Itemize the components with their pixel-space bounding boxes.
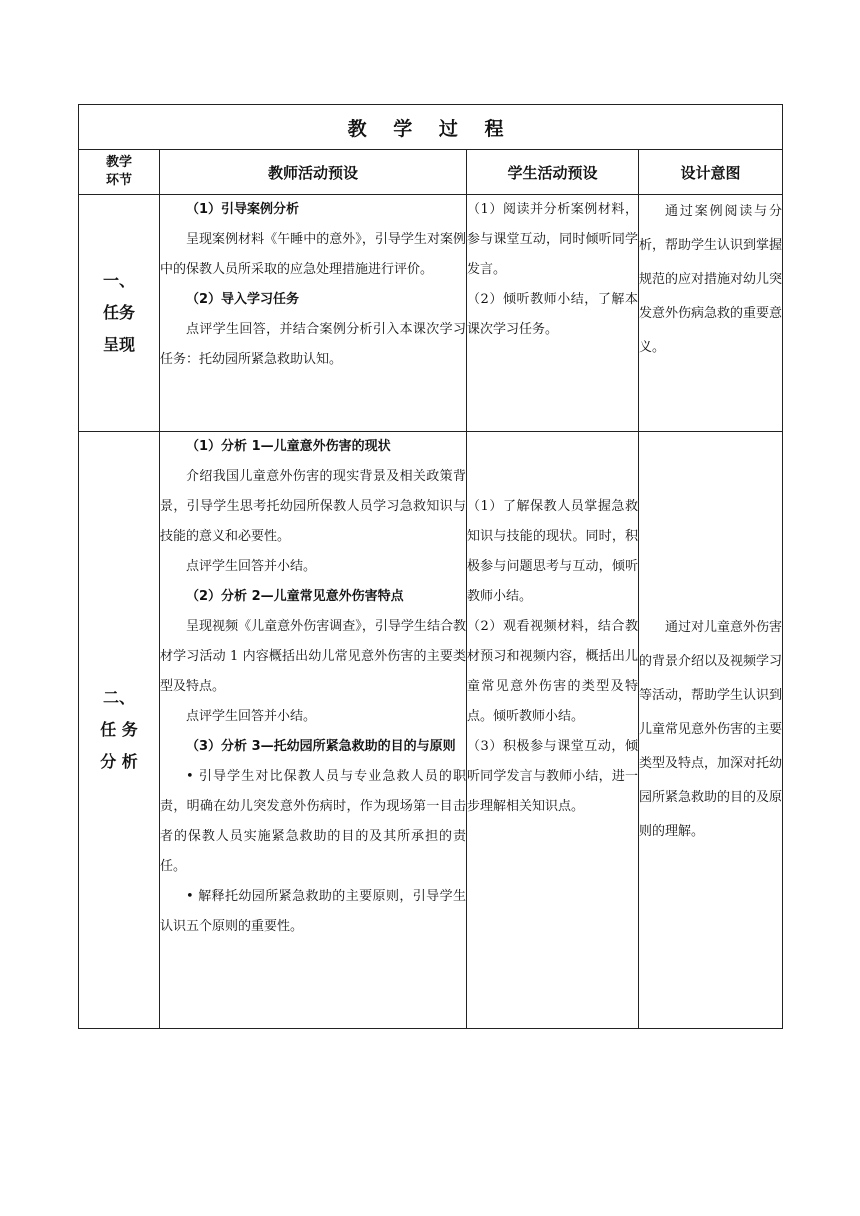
- teacher-activity-cell: [160, 195, 467, 432]
- header-teacher: 教师活动预设: [160, 150, 467, 195]
- table-row: [79, 432, 783, 1029]
- student-activity-cell: [467, 195, 639, 432]
- paragraph: 介绍我国儿童意外伤害的现实背景及相关政策背景，引导学生思考托幼园所保教人员学习急救知识与技能的意义和必要性。: [160, 469, 466, 544]
- intent-text: 通过案例阅读与分析，帮助学生认识到掌握规范的应对措施对幼儿突发意外伤病急救的重要意义。: [639, 204, 783, 355]
- student-item: （2）倾听教师小结，了解本课次学习任务。: [467, 292, 638, 337]
- stage-cell: [79, 195, 160, 432]
- bullet-item: • 解释托幼园所紧急救助的主要原则，引导学生认识五个原则的重要性。: [160, 889, 466, 934]
- bullet-item: • 引导学生对比保教人员与专业急救人员的职责，明确在幼儿突发意外伤病时，作为现场第一目击者的保教人员实施紧急救助的目的及其所承担的责任。: [160, 769, 466, 874]
- table-row: [79, 195, 783, 432]
- subheading: （2）导入学习任务: [186, 292, 300, 307]
- subheading: （1）分析 1—儿童意外伤害的现状: [186, 439, 391, 454]
- stage-label: 任务: [102, 303, 135, 322]
- paragraph: 点评学生回答并小结。: [186, 709, 317, 724]
- header-stage-line1: 教学: [105, 155, 132, 170]
- design-intent-cell: [639, 195, 783, 432]
- teaching-process-table: [78, 104, 783, 1029]
- paragraph: 呈现视频《儿童意外伤害调查》，引导学生结合教材学习活动 1 内容概括出幼儿常见意外伤害的主要类型及特点。: [160, 619, 466, 694]
- header-intent: 设计意图: [639, 150, 783, 195]
- student-item: （2）观看视频材料，结合教材预习和视频内容，概括出儿童常见意外伤害的类型及特点。倾听教师小结。: [467, 619, 638, 724]
- paragraph: 点评学生回答，并结合案例分析引入本课次学习任务：托幼园所紧急救助认知。: [160, 322, 466, 367]
- student-item: （1）阅读并分析案例材料，参与课堂互动，同时倾听同学发言。: [467, 202, 638, 277]
- subheading: （1）引导案例分析: [186, 202, 300, 217]
- subheading: （3）分析 3—托幼园所紧急救助的目的与原则: [186, 739, 456, 754]
- stage-label: 二、: [102, 688, 135, 707]
- stage-label: 一、: [102, 271, 135, 290]
- design-intent-cell: [639, 432, 783, 1029]
- stage-label: 任 务: [100, 720, 138, 739]
- teacher-activity-cell: [160, 432, 467, 1029]
- student-item: （1）了解保教人员掌握急救知识与技能的现状。同时，积极参与问题思考与互动，倾听教师小结。: [467, 499, 638, 604]
- header-stage: [79, 150, 160, 195]
- stage-cell: [79, 432, 160, 1029]
- paragraph: 点评学生回答并小结。: [186, 559, 317, 574]
- stage-label: 呈现: [102, 335, 135, 354]
- intent-text: 通过对儿童意外伤害的背景介绍以及视频学习等活动，帮助学生认识到儿童常见意外伤害的主要类型及特点，加深对托幼园所紧急救助的目的及原则的理解。: [639, 620, 783, 839]
- header-student: 学生活动预设: [467, 150, 639, 195]
- header-stage-line2: 环节: [105, 173, 132, 188]
- student-item: （3）积极参与课堂互动，倾听同学发言与教师小结，进一步理解相关知识点。: [467, 739, 638, 814]
- table-title: 教 学 过 程: [79, 105, 783, 150]
- subheading: （2）分析 2—儿童常见意外伤害特点: [186, 589, 404, 604]
- paragraph: 呈现案例材料《午睡中的意外》，引导学生对案例中的保教人员所采取的应急处理措施进行评价。: [160, 232, 466, 277]
- student-activity-cell: [467, 432, 639, 1029]
- stage-label: 分 析: [100, 752, 138, 771]
